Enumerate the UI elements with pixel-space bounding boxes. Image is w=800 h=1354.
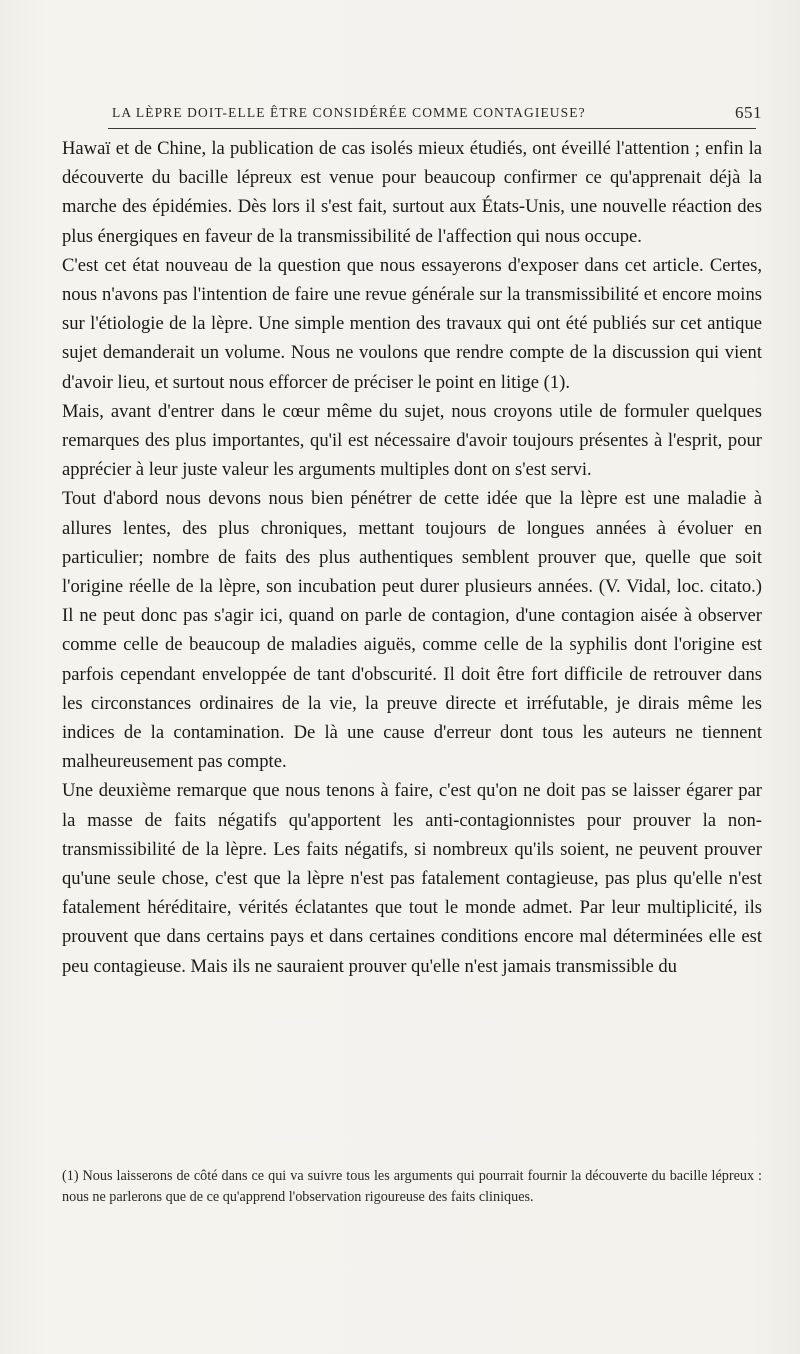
body-text (62, 134, 762, 981)
footnote (62, 1166, 762, 1207)
page-number: 651 (735, 103, 762, 122)
paragraph: Une deuxième remarque que nous tenons à faire, c'est qu'on ne doit pas se laisser égarer par la masse de faits négatifs qu'apportent les anti-contagionnistes pour prouver la non-transmissibilité de la lèpre. Les faits négatifs, si nombreux qu'ils soient, ne peuvent prouver qu'une seule chose, c'est que la lèpre n'est pas fatalement contagieuse, pas plus qu'elle n'est fatalement héréditaire, vérités éclatantes que tout le monde admet. Par leur multiplicité, ils prouvent que dans certains pays et dans certaines conditions encore mal déterminées elle est peu contagieuse. Mais ils ne sauraient prouver qu'elle n'est jamais transmissible du (62, 780, 762, 977)
header-rule (108, 128, 756, 129)
paragraph: Hawaï et de Chine, la publication de cas isolés mieux étudiés, ont éveillé l'attention ; enfin la découverte du bacille lépreux est venue pour beaucoup confirmer ce qu'apprenait déjà la marche des épidémies. Dès lors il s'est fait, surtout aux États-Unis, une nouvelle réaction des plus énergiques en faveur de la transmissibilité de l'affection qui nous occupe. (62, 138, 762, 247)
paragraph: Tout d'abord nous devons nous bien pénétrer de cette idée que la lèpre est une maladie à allures lentes, des plus chroniques, mettant toujours de longues années à évoluer en particulier; nombre de faits des plus authentiques semblent prouver que, quelle que soit l'origine réelle de la lèpre, son incubation peut durer plusieurs années. (V. Vidal, loc. citato.) Il ne peut donc pas s'agir ici, quand on parle de contagion, d'une contagion aisée à observer comme celle de beaucoup de maladies aiguës, comme celle de la syphilis dont l'origine est parfois cependant enveloppée de tant d'obscurité. Il doit être fort difficile de retrouver dans les circonstances ordinaires de la vie, la preuve directe et irréfutable, je dirais même les indices de la contamination. De là une cause d'erreur dont tous les auteurs ne tiennent malheureusement pas compte. (62, 488, 762, 773)
running-title: LA LÈPRE DOIT-ELLE ÊTRE CONSIDÉRÉE COMME CONTAGIEUSE? (112, 105, 586, 120)
footnote-text: (1) Nous laisserons de côté dans ce qui va suivre tous les arguments qui pourrait fournir la découverte du bacille lépreux : nous ne parlerons que de ce qu'apprend l'observation rigoureuse des faits cliniques. (62, 1168, 762, 1205)
running-head (62, 103, 762, 129)
paragraph: C'est cet état nouveau de la question que nous essayerons d'exposer dans cet article. Certes, nous n'avons pas l'intention de faire une revue générale sur la transmissibilité et encore moins sur l'étiologie de la lèpre. Une simple mention des travaux qui ont été publiés sur cet antique sujet demanderait un volume. Nous ne voulons que rendre compte de la discussion qui vient d'avoir lieu, et surtout nous efforcer de préciser le point en litige (1). (62, 254, 762, 393)
paragraph: Mais, avant d'entrer dans le cœur même du sujet, nous croyons utile de formuler quelques remarques des plus importantes, qu'il est nécessaire d'avoir toujours présentes à l'esprit, pour apprécier à leur juste valeur les arguments multiples dont on s'est servi. (62, 400, 762, 481)
